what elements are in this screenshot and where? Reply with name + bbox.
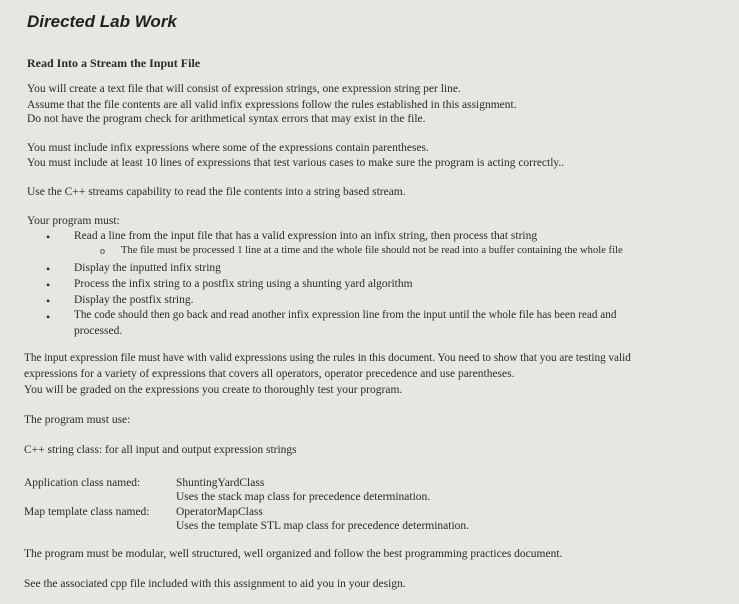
must-use-label: The program must use: [24, 414, 131, 426]
sub-bullet-icon: o [100, 246, 105, 257]
parens-line-1: You must include infix expressions where some of the expressions contain parentheses. [27, 142, 429, 154]
intro-line-1: You will create a text file that will consist of expression strings, one expression string per line. [27, 83, 461, 95]
sub-bullet-item: The file must be processed 1 line at a time and the whole file should not be read into a buffer containing the whole file [121, 245, 623, 256]
bullet-item-5-cont: processed. [74, 325, 123, 337]
app-class-label: Application class named: [24, 477, 141, 489]
app-class-desc: Uses the stack map class for precedence determination. [176, 491, 431, 503]
parens-line-2: You must include at least 10 lines of expressions that test various cases to make sure the program is acting correctly.. [27, 157, 565, 169]
testing-line-1: The input expression file must have with valid expressions using the rules in this document. You need to show that you are testing valid [24, 352, 631, 364]
intro-line-2: Assume that the file contents are all valid infix expressions follow the rules established in this assignment. [27, 99, 517, 111]
map-class-name: OperatorMapClass [176, 506, 263, 518]
bullet-icon: • [46, 278, 51, 292]
intro-line-3: Do not have the program check for arithmetical syntax errors that may exist in the file. [27, 113, 426, 125]
map-class-desc: Uses the template STL map class for precedence determination. [176, 520, 470, 532]
streams-line: Use the C++ streams capability to read the file contents into a string based stream. [27, 186, 406, 198]
bullet-icon: • [46, 230, 51, 244]
modular-line: The program must be modular, well structured, well organized and follow the best programming practices document. [24, 548, 563, 560]
testing-line-2: expressions for a variety of expressions that covers all operators, operator precedence and use parentheses. [24, 368, 515, 380]
section-heading: Read Into a Stream the Input File [27, 56, 201, 70]
bullet-item-2: Display the inputted infix string [74, 262, 221, 274]
bullet-item-3: Process the infix string to a postfix string using a shunting yard algorithm [74, 278, 413, 290]
bullet-icon: • [46, 310, 51, 324]
must-label: Your program must: [27, 215, 120, 227]
bullet-item-4: Display the postfix string. [74, 294, 194, 306]
page-title: Directed Lab Work [27, 12, 177, 31]
app-class-name: ShuntingYardClass [176, 477, 265, 489]
bullet-item-5: The code should then go back and read another infix expression line from the input until the whole file has been read and [74, 309, 617, 321]
bullet-icon: • [46, 294, 51, 308]
testing-line-3: You will be graded on the expressions you create to thoroughly test your program. [24, 384, 403, 396]
string-class-line: C++ string class: for all input and output expression strings [24, 444, 297, 456]
map-class-label: Map template class named: [24, 506, 150, 518]
bullet-item-1: Read a line from the input file that has a valid expression into an infix string, then process that string [74, 230, 538, 242]
bullet-icon: • [46, 262, 51, 276]
cpp-file-line: See the associated cpp file included with this assignment to aid you in your design. [24, 578, 406, 590]
